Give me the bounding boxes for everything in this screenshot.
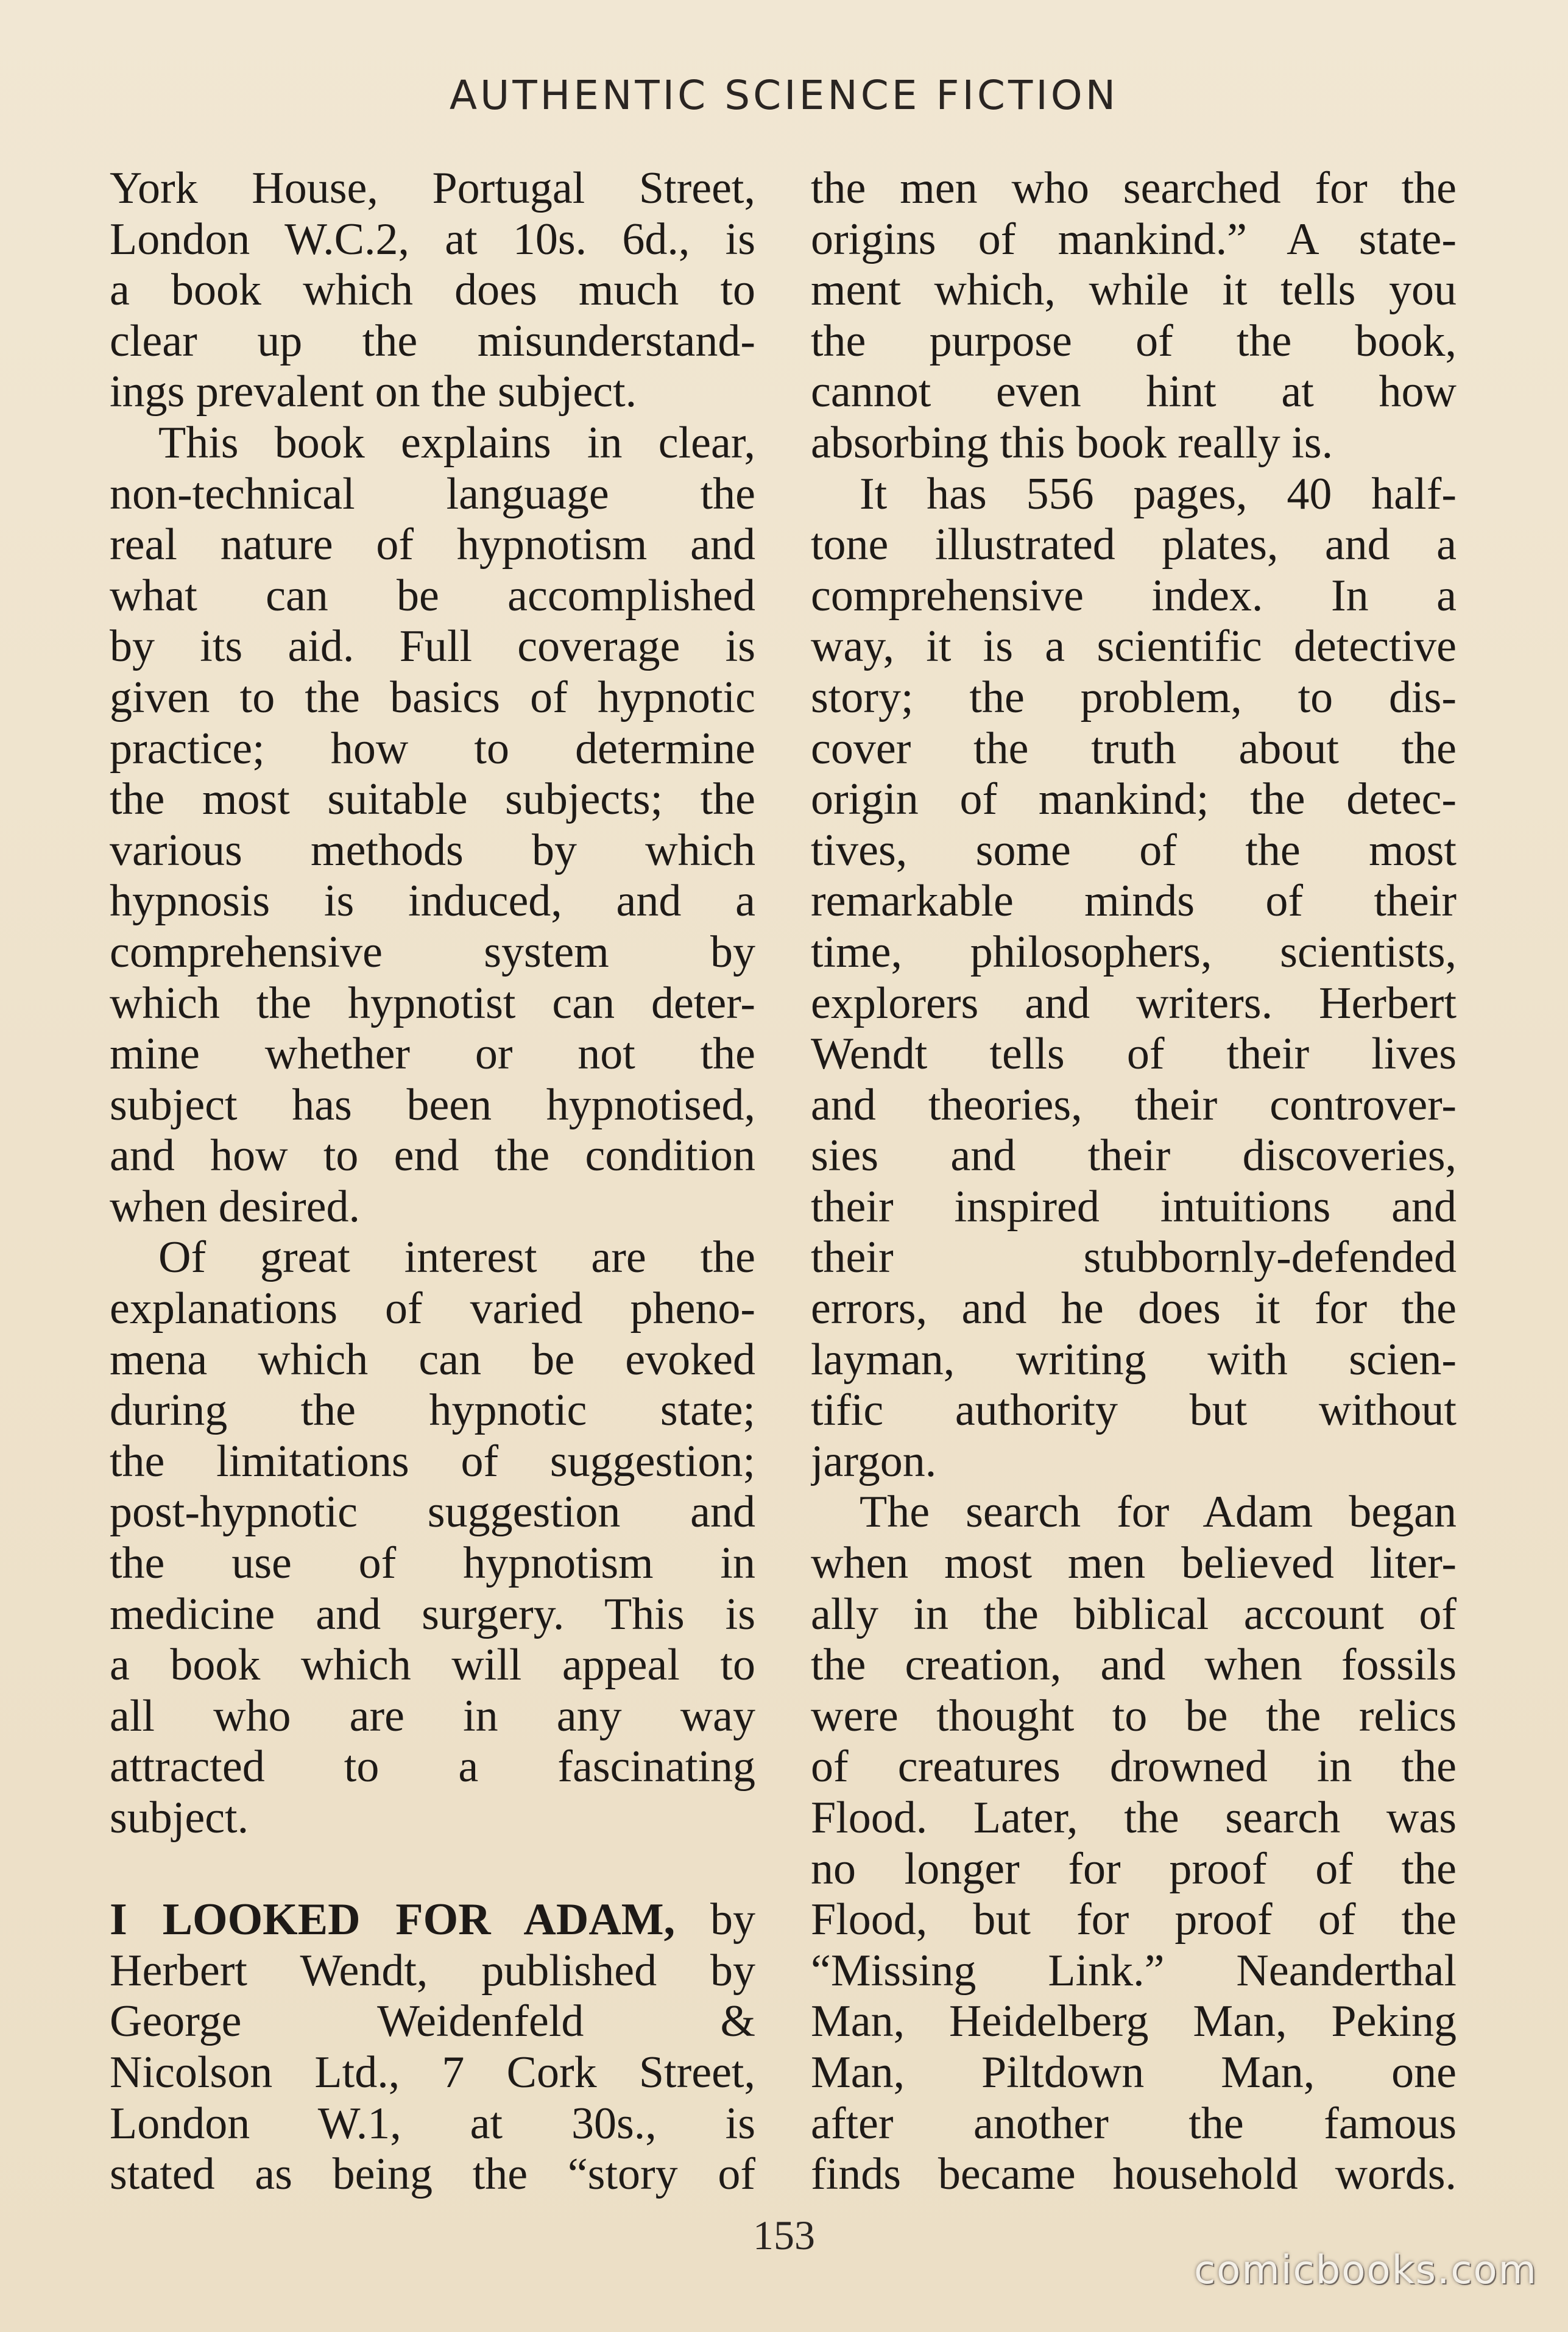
text-line: the purpose of the book, (811, 316, 1457, 366)
watermark: comicbooks.com (1193, 2248, 1538, 2293)
text-line: stated as being the “story of (110, 2149, 755, 2200)
text-line: which the hypnotist can deter- (110, 978, 755, 1028)
text-line: subject. (110, 1793, 249, 1843)
text-line: hypnosis is induced, and a (110, 876, 755, 927)
text-line: George Weidenfeld & (110, 1996, 755, 2047)
text-line: the creation, and when fossils (811, 1640, 1457, 1691)
text-line: post-hypnotic suggestion and (110, 1487, 755, 1538)
text-line: of creatures drowned in the (811, 1742, 1457, 1792)
text-line: medicine and surgery. This is (110, 1589, 755, 1639)
text-line: their inspired intuitions and (811, 1181, 1457, 1232)
text-line: sies and their discoveries, (811, 1131, 1457, 1181)
paragraph-spacer (110, 1844, 755, 1895)
text-line: real nature of hypnotism and (110, 520, 755, 570)
book-title-line (110, 1895, 755, 1946)
text-line: and how to end the condition (110, 1131, 755, 1181)
text-line: no longer for proof of the (811, 1843, 1457, 1894)
text-line: Man, Piltdown Man, one (811, 2047, 1457, 2097)
text-line: mena which can be evoked (110, 1334, 755, 1385)
text-line: during the hypnotic state; (110, 1385, 755, 1436)
text-line: remarkable minds of their (811, 876, 1457, 927)
text-line: cover the truth about the (811, 723, 1457, 774)
text-line: subject has been hypnotised, (110, 1079, 755, 1130)
page-number: 153 (753, 2212, 815, 2258)
text-line: mine whether or not the (110, 1029, 755, 1079)
right-column (811, 163, 1457, 2200)
text-line: comprehensive index. In a (811, 570, 1457, 621)
text-line: absorbing this book really is. (811, 417, 1333, 468)
text-line: Nicolson Ltd., 7 Cork Street, (110, 2047, 755, 2097)
book-title: I LOOKED FOR ADAM, (110, 1895, 676, 1945)
text-line: way, it is a scientific detective (811, 621, 1457, 672)
text-line: after another the famous (811, 2098, 1457, 2149)
text-line: story; the problem, to dis- (811, 672, 1457, 723)
text-line: tone illustrated plates, and a (811, 520, 1457, 570)
text-line: “Missing Link.” Neanderthal (811, 1945, 1457, 1996)
text-line: Of great interest are the (158, 1232, 755, 1283)
text-line: York House, Portugal Street, (110, 163, 755, 213)
text-line: tives, some of the most (811, 825, 1457, 875)
text-line: origins of mankind.” A state- (811, 214, 1457, 264)
text-line: their stubbornly-defended (811, 1232, 1457, 1283)
book-title-suffix: by (675, 1895, 755, 1945)
text-line: clear up the misunderstand- (110, 316, 755, 366)
text-line: ings prevalent on the subject. (110, 367, 637, 417)
text-line: by its aid. Full coverage is (110, 621, 755, 672)
text-line: ment which, while it tells you (811, 265, 1457, 316)
text-line: London W.1, at 30s., is (110, 2098, 755, 2149)
text-line: given to the basics of hypnotic (110, 672, 755, 723)
text-line: Man, Heidelberg Man, Peking (811, 1996, 1457, 2047)
text-line: a book which will appeal to (110, 1640, 755, 1691)
text-line: explorers and writers. Herbert (811, 978, 1457, 1028)
text-line: Wendt tells of their lives (811, 1029, 1457, 1079)
text-line: comprehensive system by (110, 927, 755, 977)
text-line: cannot even hint at how (811, 367, 1457, 417)
text-line: Flood. Later, the search was (811, 1793, 1457, 1843)
text-line: Herbert Wendt, published by (110, 1945, 755, 1996)
text-line: time, philosophers, scientists, (811, 927, 1457, 977)
text-line: various methods by which (110, 825, 755, 875)
text-line: London W.C.2, at 10s. 6d., is (110, 214, 755, 264)
text-line: when most men believed liter- (811, 1538, 1457, 1589)
text-line: errors, and he does it for the (811, 1284, 1457, 1334)
text-line: ally in the biblical account of (811, 1589, 1457, 1639)
text-line: jargon. (811, 1436, 937, 1486)
text-line: layman, writing with scien- (811, 1334, 1457, 1385)
running-header: AUTHENTIC SCIENCE FICTION (449, 72, 1119, 119)
text-line: origin of mankind; the detec- (811, 774, 1457, 825)
text-line: a book which does much to (110, 265, 755, 316)
text-line: It has 556 pages, 40 half- (860, 468, 1457, 519)
text-line: the limitations of suggestion; (110, 1436, 755, 1486)
left-column (110, 163, 755, 2200)
text-line: when desired. (110, 1181, 360, 1232)
text-line: were thought to be the relics (811, 1691, 1457, 1741)
text-line: tific authority but without (811, 1385, 1457, 1436)
text-line: what can be accomplished (110, 570, 755, 621)
text-line: finds became household words. (811, 2149, 1457, 2200)
text-line: non-technical language the (110, 468, 755, 519)
text-line: all who are in any way (110, 1691, 755, 1741)
text-line: This book explains in clear, (158, 417, 755, 468)
text-line: the most suitable subjects; the (110, 774, 755, 825)
text-line: Flood, but for proof of the (811, 1895, 1457, 1945)
text-line: attracted to a fascinating (110, 1742, 755, 1792)
text-line: explanations of varied pheno- (110, 1284, 755, 1334)
text-line: and theories, their controver- (811, 1079, 1457, 1130)
text-line: practice; how to determine (110, 723, 755, 774)
text-line: the use of hypnotism in (110, 1538, 755, 1589)
text-line: the men who searched for the (811, 163, 1457, 213)
text-line: The search for Adam began (860, 1487, 1457, 1538)
